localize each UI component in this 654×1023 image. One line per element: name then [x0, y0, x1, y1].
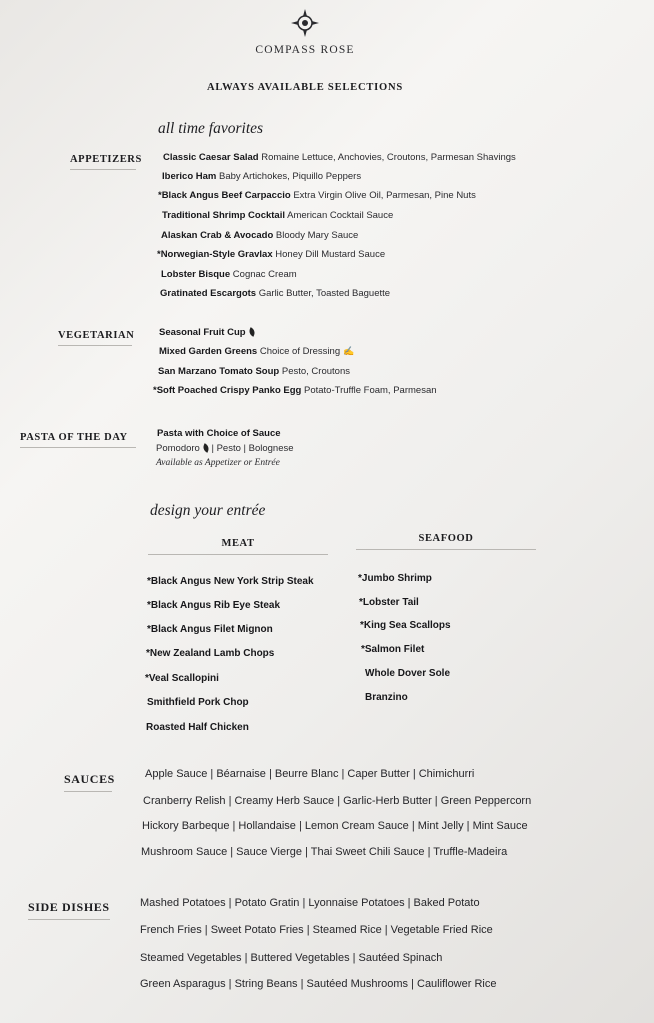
side-line: French Fries | Sweet Potato Fries | Steamed Rice | Vegetable Fried Rice	[140, 924, 493, 936]
pasta-note: Available as Appetizer or Entrée	[156, 458, 280, 468]
appetizers-label: APPETIZERS	[70, 154, 136, 170]
vegan-leaf-icon	[247, 327, 255, 337]
sauce-line: Mushroom Sauce | Sauce Vierge | Thai Sweet Chili Sauce | Truffle-Madeira	[141, 846, 508, 858]
meat-item: *Black Angus New York Strip Steak	[147, 576, 314, 587]
brand-name: COMPASS ROSE	[255, 44, 355, 56]
side-line: Mashed Potatoes | Potato Gratin | Lyonnaise Potatoes | Baked Potato	[140, 897, 480, 909]
menu-item: Gratinated Escargots Garlic Butter, Toasted Baguette	[160, 288, 391, 299]
menu-item: Lobster Bisque Cognac Cream	[161, 269, 297, 280]
seafood-item: Whole Dover Sole	[365, 668, 451, 679]
vegetarian-label: VEGETARIAN	[58, 330, 132, 346]
meat-item: *Black Angus Filet Mignon	[147, 624, 273, 635]
pasta-label: PASTA OF THE DAY	[20, 432, 136, 448]
favorites-heading: all time favorites	[158, 120, 264, 137]
sauces-label: SAUCES	[64, 772, 112, 792]
meat-item: *New Zealand Lamb Chops	[146, 648, 275, 659]
menu-item: Classic Caesar Salad Romaine Lettuce, Anchovies, Croutons, Parmesan Shavings	[163, 152, 516, 163]
seafood-item: *Lobster Tail	[359, 597, 419, 608]
pasta-name: Pasta with Choice of Sauce	[157, 428, 281, 439]
sauce-line: Apple Sauce | Béarnaise | Beurre Blanc | Caper Butter | Chimichurri	[145, 768, 475, 780]
side-dishes-label: SIDE DISHES	[28, 900, 110, 920]
seafood-heading: SEAFOOD	[356, 533, 536, 550]
healthy-choice-icon: ✍	[343, 346, 355, 356]
menu-item: *Norwegian-Style Gravlax Honey Dill Mustard Sauce	[157, 249, 386, 260]
menu-item: *Soft Poached Crispy Panko Egg Potato-Truffle Foam, Parmesan	[153, 385, 437, 396]
meat-heading: MEAT	[148, 538, 328, 555]
meat-item: Roasted Half Chicken	[146, 722, 249, 733]
menu-item: Iberico Ham Baby Artichokes, Piquillo Peppers	[162, 171, 362, 182]
pasta-sauces: Pomodoro | Pesto | Bolognese	[156, 443, 294, 454]
menu-item: Mixed Garden Greens Choice of Dressing ✍	[159, 346, 355, 357]
side-line: Steamed Vegetables | Buttered Vegetables | Sautéed Spinach	[140, 952, 443, 964]
seafood-item: *King Sea Scallops	[360, 620, 451, 631]
seafood-item: *Jumbo Shrimp	[358, 573, 432, 584]
menu-item: Traditional Shrimp Cocktail American Cocktail Sauce	[162, 210, 394, 221]
entree-heading: design your entrée	[150, 502, 266, 519]
meat-item: *Veal Scallopini	[145, 673, 219, 684]
side-line: Green Asparagus | String Beans | Sautéed Mushrooms | Cauliflower Rice	[140, 978, 497, 990]
sauce-line: Hickory Barbeque | Hollandaise | Lemon Cream Sauce | Mint Jelly | Mint Sauce	[142, 820, 528, 832]
section-title: ALWAYS AVAILABLE SELECTIONS	[206, 82, 404, 93]
seafood-item: *Salmon Filet	[361, 644, 425, 655]
menu-item: San Marzano Tomato Soup Pesto, Croutons	[158, 366, 350, 377]
meat-item: Smithfield Pork Chop	[147, 697, 249, 708]
seafood-item: Branzino	[365, 692, 408, 703]
menu-item: Alaskan Crab & Avocado Bloody Mary Sauce	[161, 230, 359, 241]
sauce-line: Cranberry Relish | Creamy Herb Sauce | Garlic-Herb Butter | Green Peppercorn	[143, 795, 532, 807]
meat-item: *Black Angus Rib Eye Steak	[147, 600, 281, 611]
menu-item: *Black Angus Beef Carpaccio Extra Virgin Olive Oil, Parmesan, Pine Nuts	[158, 190, 476, 201]
menu-item: Seasonal Fruit Cup	[159, 327, 255, 338]
compass-rose-logo-icon	[290, 8, 320, 38]
